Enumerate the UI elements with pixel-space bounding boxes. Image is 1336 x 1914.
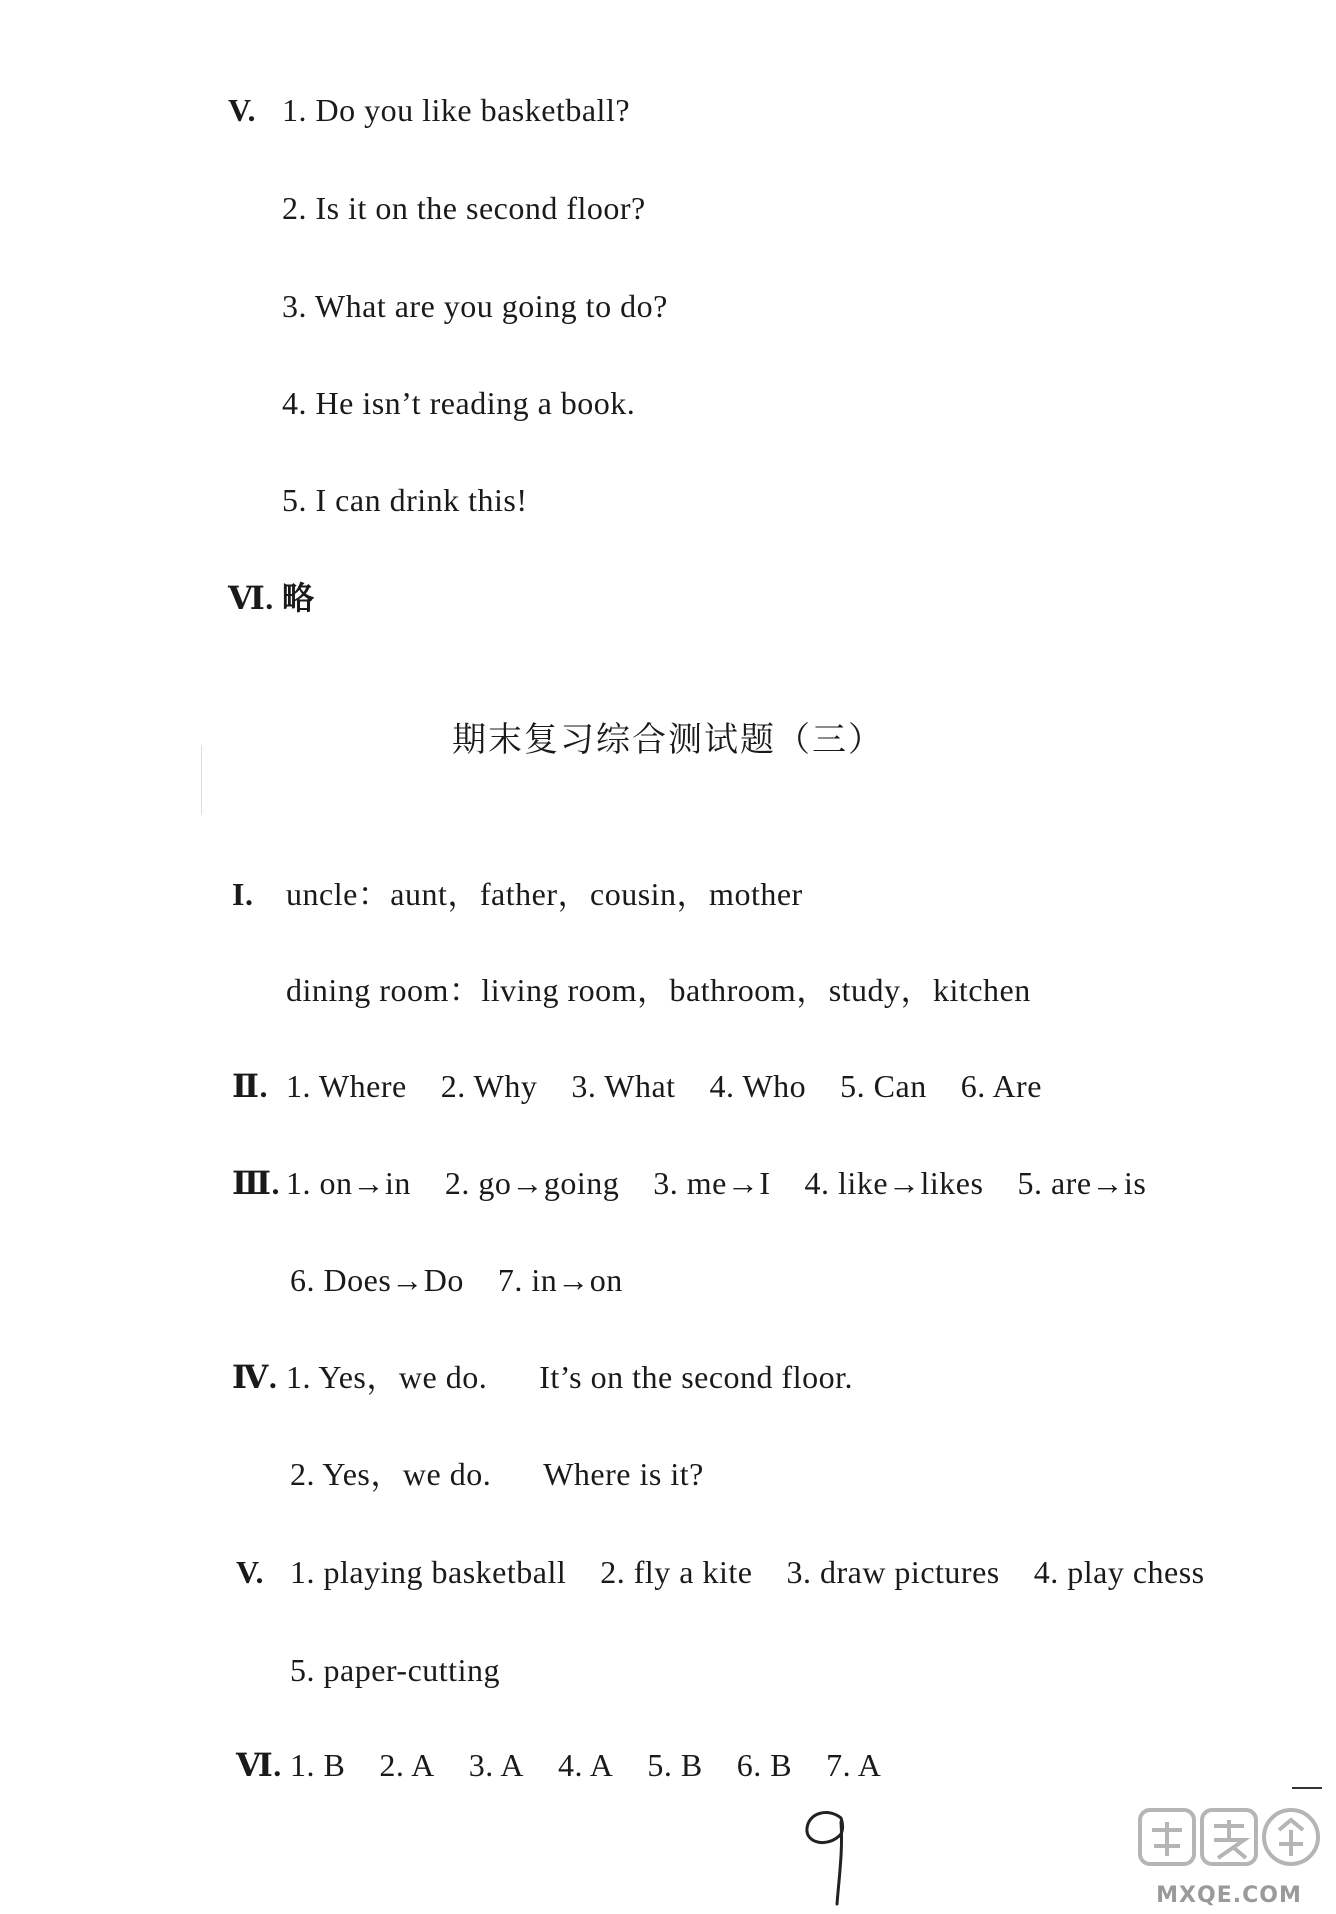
section-iii-label: Ⅲ. — [232, 1165, 280, 1201]
section-v-item-4: 4. He isn’t reading a book. — [282, 385, 636, 421]
section-v-label: V. — [228, 92, 256, 128]
watermark-logo-icon — [1134, 1800, 1324, 1878]
section-vi2-label: Ⅵ. — [236, 1747, 282, 1783]
section-i-label: I. — [232, 876, 254, 912]
section-vi-line: Ⅵ. 略 — [228, 579, 315, 617]
section-i-line-2: dining room：living room，bathroom，study，kitchen — [286, 972, 1031, 1008]
section-iii-line-1: Ⅲ. 1. on→in 2. go→going 3. me→I 4. like→likes 5. are→is — [232, 1165, 1147, 1201]
section-vi-label: Ⅵ. — [228, 580, 274, 616]
section-iv-line-2: 2. Yes，we do. Where is it? — [290, 1456, 704, 1492]
site-watermark — [1134, 1800, 1324, 1908]
section-v-item-3: 3. What are you going to do? — [282, 288, 668, 324]
section-v2-line-2: 5. paper-cutting — [290, 1652, 500, 1688]
page-title: 期末复习综合测试题（三） — [452, 720, 884, 760]
section-ii-line: Ⅱ. 1. Where 2. Why 3. What 4. Who 5. Can 6. Are — [232, 1068, 1042, 1104]
section-ii-label: Ⅱ. — [232, 1068, 268, 1104]
section-v-item-1: V. 1. Do you like basketball? — [228, 92, 631, 128]
edge-dash — [1292, 1787, 1322, 1789]
section-v-item-5: 5. I can drink this! — [282, 482, 528, 518]
section-i-line-1: I. uncle：aunt，father，cousin，mother — [232, 876, 803, 912]
section-iv-label: Ⅳ. — [232, 1359, 278, 1395]
watermark-text: MXQE.COM — [1156, 1883, 1302, 1908]
section-iv-line-1: Ⅳ. 1. Yes，we do. It’s on the second floor. — [232, 1359, 853, 1395]
section-v2-label: V. — [236, 1554, 264, 1590]
section-iii-line-2: 6. Does→Do 7. in→on — [290, 1262, 623, 1298]
handwritten-page-number — [795, 1800, 865, 1910]
section-v2-line-1: V. 1. playing basketball 2. fly a kite 3. draw pictures 4. play chess — [236, 1554, 1205, 1590]
section-v-item-2: 2. Is it on the second floor? — [282, 190, 646, 226]
margin-line — [201, 745, 202, 815]
section-vi2-line: Ⅵ. 1. B 2. A 3. A 4. A 5. B 6. B 7. A — [236, 1747, 882, 1783]
